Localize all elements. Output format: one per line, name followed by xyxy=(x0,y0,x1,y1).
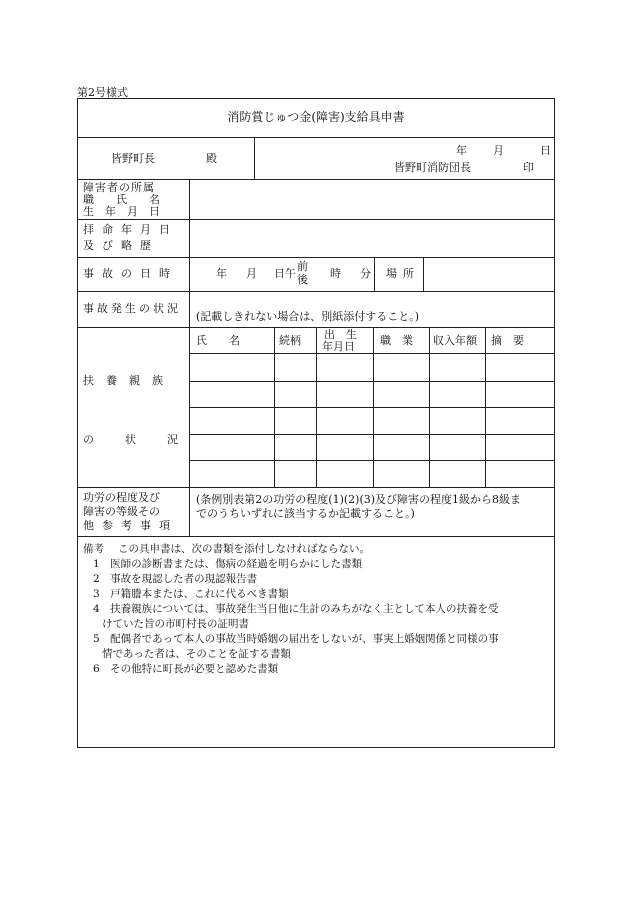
divider xyxy=(189,353,554,354)
accident-month: 月 xyxy=(246,267,257,280)
col-income: 収入年額 xyxy=(433,334,477,347)
remarks-intro: この具申書は、次の書類を添付しなければならない。 xyxy=(118,543,370,555)
remarks-item: 1 医師の診断書または、傷病の経過を明らかにした書類 xyxy=(93,558,363,570)
application-form xyxy=(77,98,555,748)
person-info-field[interactable] xyxy=(191,181,551,217)
form-title: 消防賞じゅつ金(障害)支給具申書 xyxy=(227,110,405,124)
divider xyxy=(78,536,554,537)
label-merit-3: 他参考事項 xyxy=(83,519,178,532)
label-affiliation: 障害者の所属 xyxy=(83,181,155,194)
divider xyxy=(78,137,554,138)
divider xyxy=(374,257,375,291)
label-birthdate: 生 年 月 日 xyxy=(83,205,160,218)
col-name: 氏 名 xyxy=(196,334,240,347)
seal-mark: 印 xyxy=(523,161,534,174)
remarks-item: 3 戸籍謄本または、これに代るべき書類 xyxy=(93,588,289,600)
divider xyxy=(78,257,554,258)
divider xyxy=(189,460,554,461)
divider xyxy=(189,381,554,382)
accident-ampm-label: 午 xyxy=(285,267,296,280)
divider xyxy=(189,434,554,435)
divider xyxy=(189,407,554,408)
col-occupation: 職 業 xyxy=(380,334,413,347)
remarks-item-continued: 情であった者は、そのことを証する書類 xyxy=(102,648,291,660)
form-number: 第2号様式 xyxy=(77,86,128,99)
remarks-item-continued: けていた旨の市町村長の証明書 xyxy=(102,618,249,630)
label-appointment-date: 拝命年月日 xyxy=(83,223,178,236)
date-year: 年 xyxy=(456,144,467,157)
remarks-heading: 備考 xyxy=(83,543,104,555)
divider xyxy=(78,291,554,292)
label-accident-situation: 事故発生の状況 xyxy=(83,302,181,315)
applicant-title: 皆野町消防団長 xyxy=(394,161,471,174)
remarks-item: 5 配偶者であって本人の事故当時婚姻の届出をしないが、事実上婚姻関係と同様の事 xyxy=(93,633,499,645)
label-dependents-status: の 状 況 xyxy=(83,433,188,446)
col-birthdate: 年月日 xyxy=(322,340,355,353)
merit-note-1: (条例別表第2の功労の程度(1)(2)(3)及び障害の程度1級から8級ま xyxy=(196,493,522,506)
addressee-honorific: 殿 xyxy=(206,152,217,165)
accident-pm: 後 xyxy=(297,273,308,286)
divider xyxy=(254,137,255,179)
addressee-name: 皆野町長 xyxy=(111,152,155,165)
divider xyxy=(429,327,430,487)
divider xyxy=(189,179,190,536)
col-birth: 出 生 xyxy=(324,328,357,341)
divider xyxy=(78,179,554,180)
col-relation: 続柄 xyxy=(279,334,301,347)
accident-day: 日 xyxy=(274,267,285,280)
date-day: 日 xyxy=(540,144,551,157)
col-remarks: 摘 要 xyxy=(491,334,524,347)
accident-situation-note: (記載しきれない場合は、別紙添付すること。) xyxy=(196,310,420,323)
label-career: 及び略歴 xyxy=(83,239,159,252)
divider xyxy=(373,327,374,487)
divider xyxy=(316,327,317,487)
accident-hour: 時 xyxy=(330,267,341,280)
label-accident-datetime: 事故の日時 xyxy=(83,267,178,280)
divider xyxy=(274,327,275,487)
appointment-field[interactable] xyxy=(191,221,551,255)
accident-place-label: 場所 xyxy=(386,267,420,280)
divider xyxy=(485,327,486,487)
date-month: 月 xyxy=(493,144,504,157)
divider xyxy=(423,257,424,291)
accident-year: 年 xyxy=(216,267,227,280)
divider xyxy=(78,487,554,488)
accident-minute: 分 xyxy=(360,267,371,280)
label-position-name: 職 氏 名 xyxy=(83,193,160,206)
accident-am: 前 xyxy=(297,260,308,273)
label-dependents: 扶養親族 xyxy=(83,374,175,387)
merit-note-2: でのうちいずれに該当するか記載すること。) xyxy=(196,507,415,520)
remarks-item: 4 扶養親族については、事故発生当日他に生計のみちがなく主として本人の扶養を受 xyxy=(93,603,499,615)
label-merit-2: 障害の等級その xyxy=(83,505,160,518)
remarks-item: 2 事故を現認した者の現認報告書 xyxy=(93,573,258,585)
label-merit-1: 功労の程度及び xyxy=(83,491,160,504)
divider xyxy=(78,219,554,220)
remarks-item: 6 その他特に町長が必要と認めた書類 xyxy=(93,663,279,675)
